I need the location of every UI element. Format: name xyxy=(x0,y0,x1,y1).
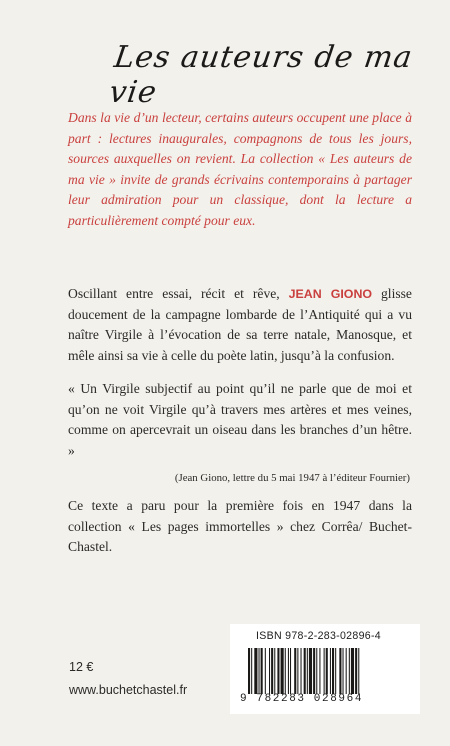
publication-note: Ce texte a paru pour la première fois en 1947 dans la collection « Les pages immortelles » chez Corrêa/ Buchet-Chastel. xyxy=(68,498,412,554)
publisher-website: www.buchetchastel.fr xyxy=(69,683,188,697)
author-name: JEAN GIONO xyxy=(288,287,373,301)
price: 12 € xyxy=(69,660,94,674)
summary-intro: Oscillant entre essai, récit et rêve, xyxy=(68,286,289,301)
author-quote: « Un Virgile subjectif au point qu’il ne parle que de moi et qu’on ne voit Virgile qu’à travers mes artères et mes veines, comme on apercevrait un oiseau dans les branches d’un hêtre. » xyxy=(68,381,412,458)
barcode-digits: 9 782283 028964 xyxy=(240,693,364,705)
collection-title: Les auteurs de ma vie xyxy=(107,40,415,110)
isbn-number: ISBN 978-2-283-02896-4 xyxy=(256,630,381,642)
summary-paragraph xyxy=(68,284,412,366)
barcode-icon xyxy=(248,648,408,694)
quote-citation: (Jean Giono, lettre du 5 mai 1947 à l’éditeur Fournier) xyxy=(174,472,410,484)
collection-intro: Dans la vie d’un lecteur, certains auteurs occupent une place à part : lectures inaugurales, compagnons de tous les jours, sources auxquelles on revient. La collection « Les auteurs de ma vie » invite de grands écrivains contemporains à partager leur admiration pour un classique, dont la lecture a particulièrement compté pour eux. xyxy=(68,110,412,228)
summary-rest: glisse doucement de la campagne lombarde de l’Antiquité qui a vu naître Virgile à l’évocation de sa terre natale, Manosque, et mêle ainsi sa vie à celle du poète latin, jusqu’à la confusion. xyxy=(68,286,412,363)
